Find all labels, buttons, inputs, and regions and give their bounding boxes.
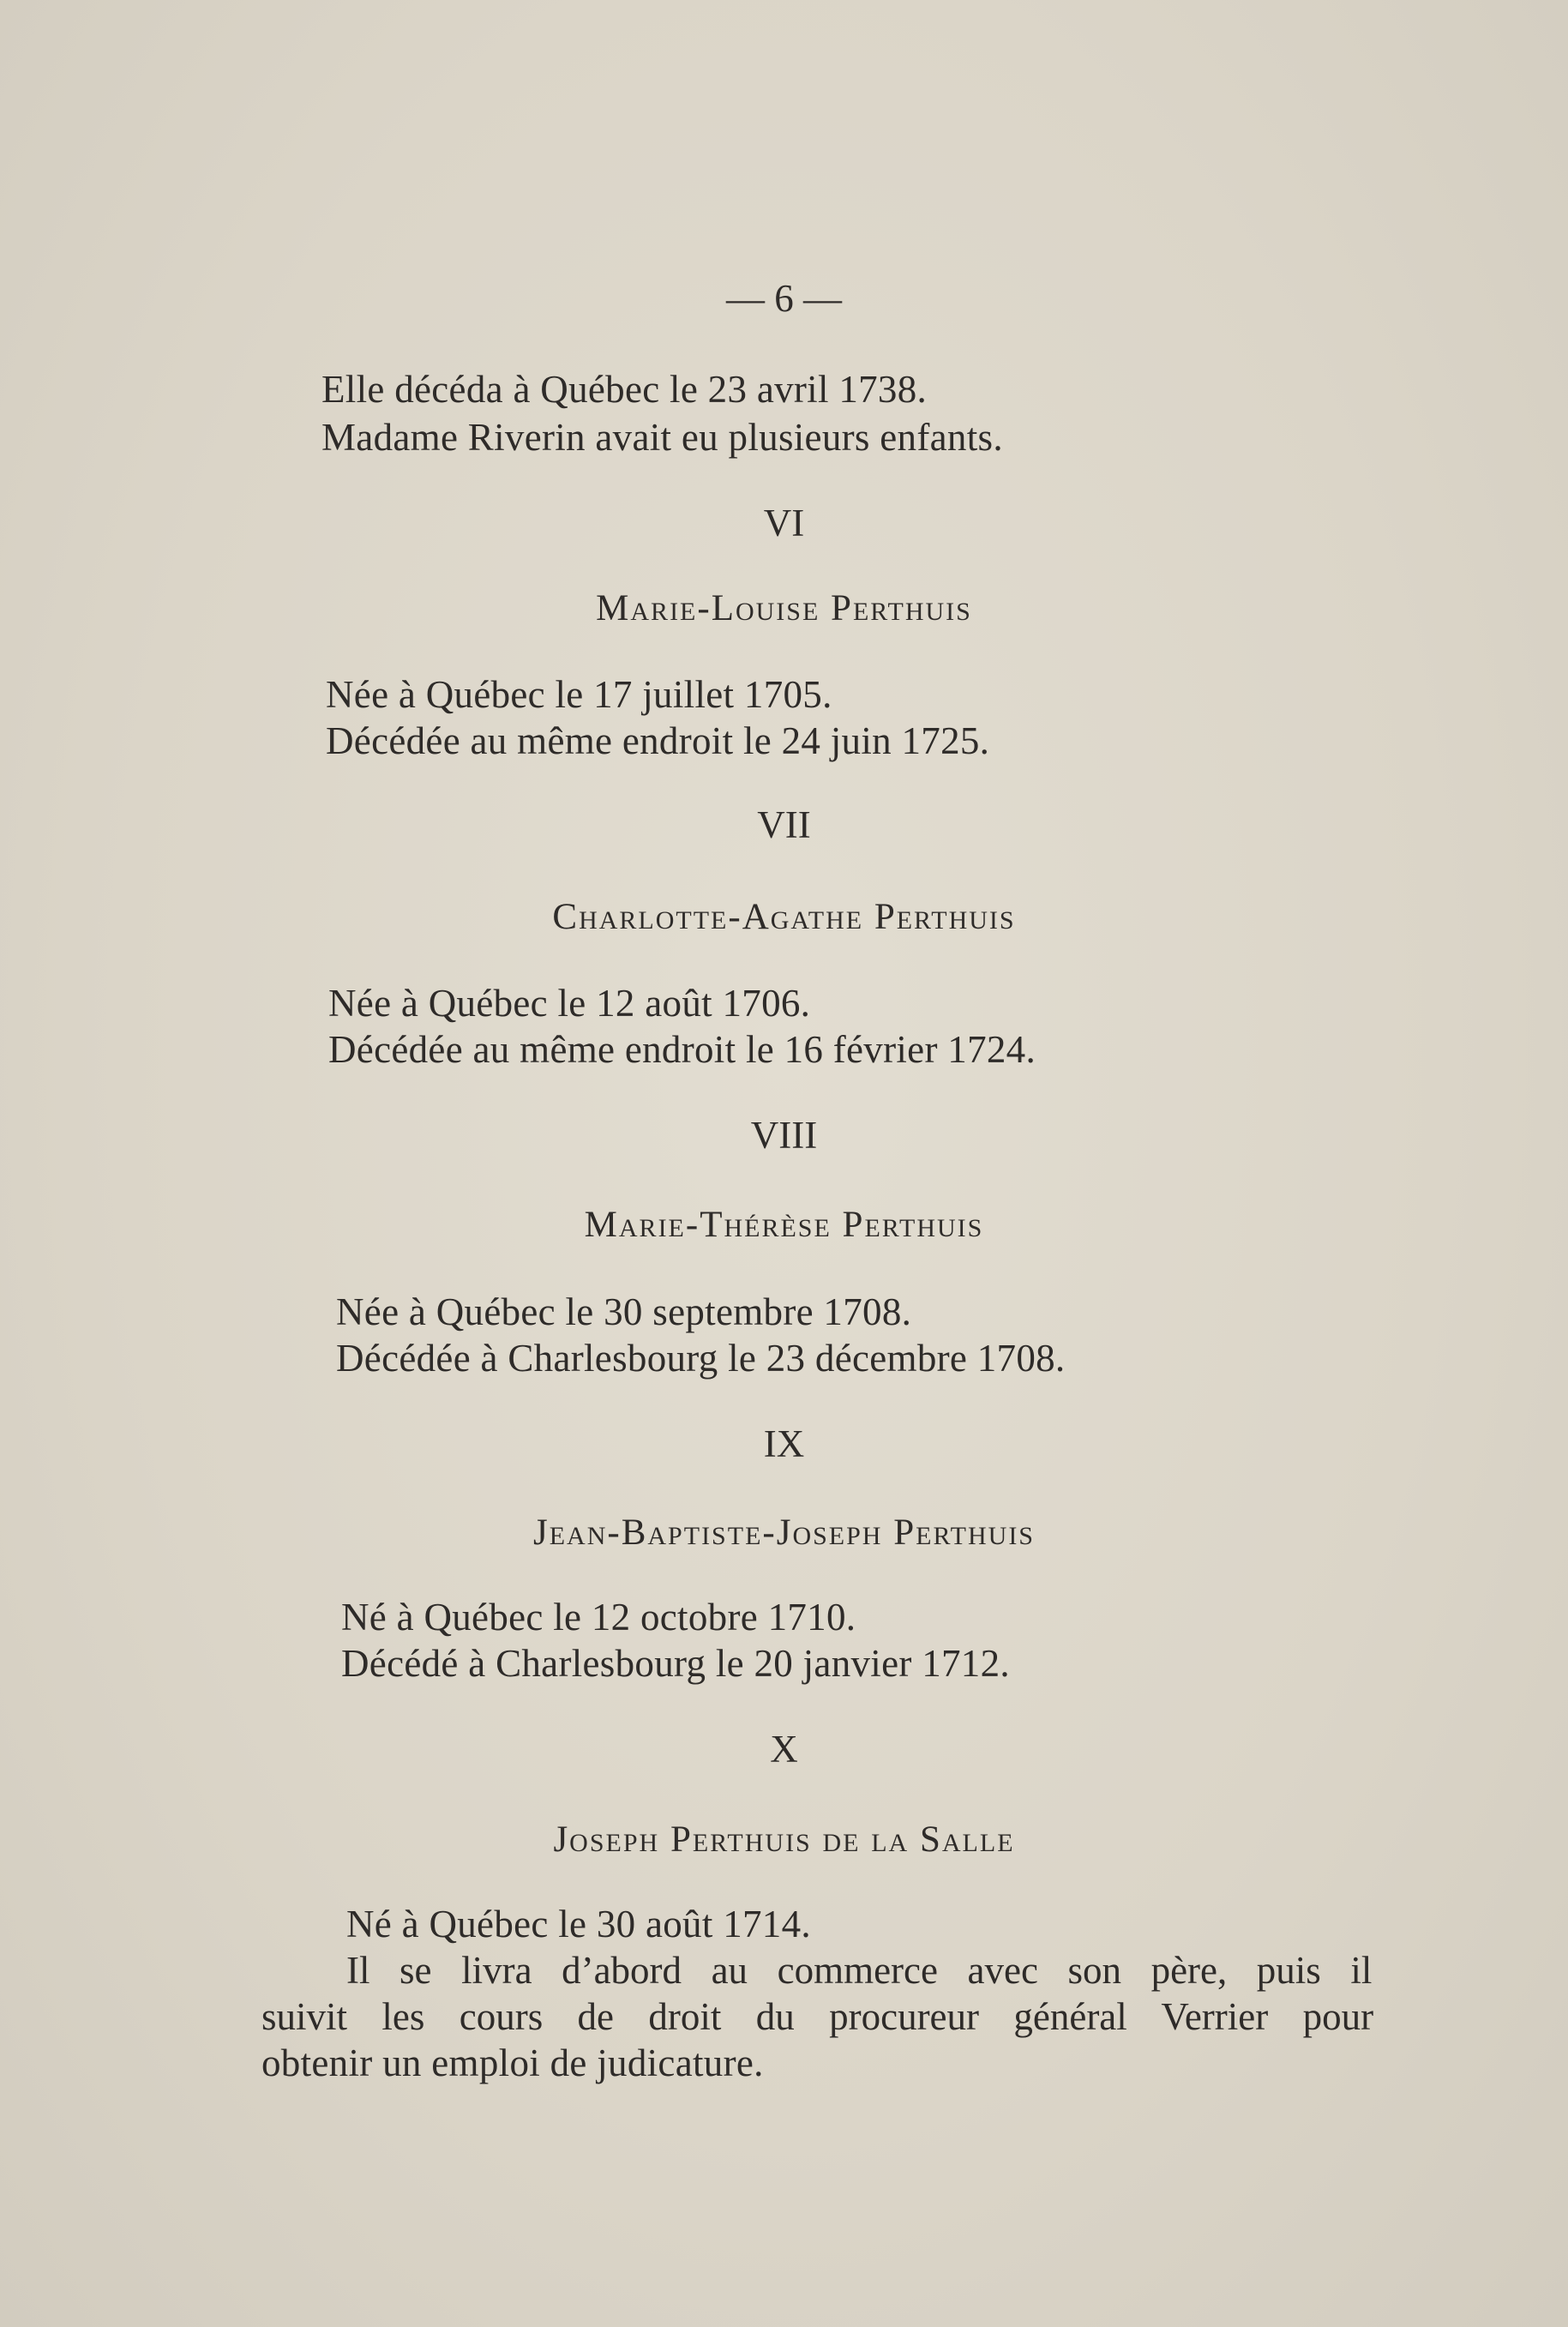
section-line-1: Née à Québec le 17 juillet 1705. [326,673,832,716]
section-numeral: VIII [750,1114,818,1157]
section-line-1: Née à Québec le 30 septembre 1708. [336,1290,912,1333]
section-name: Joseph Perthuis de la Salle [553,1819,1015,1860]
section-line-2: Décédée au même endroit le 16 février 1724. [328,1028,1036,1071]
section-line-1: Né à Québec le 12 octobre 1710. [341,1596,856,1639]
section-name: Jean-Baptiste-Joseph Perthuis [533,1512,1035,1553]
section-line-2: Décédée au même endroit le 24 juin 1725. [326,719,990,762]
intro-line-1: Elle décéda à Québec le 23 avril 1738. [321,368,928,411]
section-name: Marie-Louise Perthuis [596,588,972,628]
section-numeral: IX [763,1422,805,1465]
section-numeral: VII [757,803,811,846]
section-line-2: Décédée à Charlesbourg le 23 décembre 1708. [336,1337,1066,1380]
paragraph-line-3: obtenir un emploi de judicature. [261,2041,764,2084]
section-line-2: Décédé à Charlesbourg le 20 janvier 1712. [341,1642,1010,1685]
section-numeral: X [770,1728,798,1771]
paragraph-line-1: Il se livra d’abord au commerce avec son père, puis il [346,1949,1373,1992]
intro-line-2: Madame Riverin avait eu plusieurs enfants. [321,416,1003,459]
page-number: — 6 — [726,277,842,320]
paragraph-line-2: suivit les cours de droit du procureur général Verrier pour [261,1995,1374,2038]
section-numeral: VI [763,502,805,544]
section-line-1: Née à Québec le 12 août 1706. [328,982,811,1025]
section-name: Charlotte-Agathe Perthuis [552,897,1016,937]
section-line-1: Né à Québec le 30 août 1714. [346,1903,811,1945]
section-name: Marie-Thérèse Perthuis [584,1205,984,1245]
